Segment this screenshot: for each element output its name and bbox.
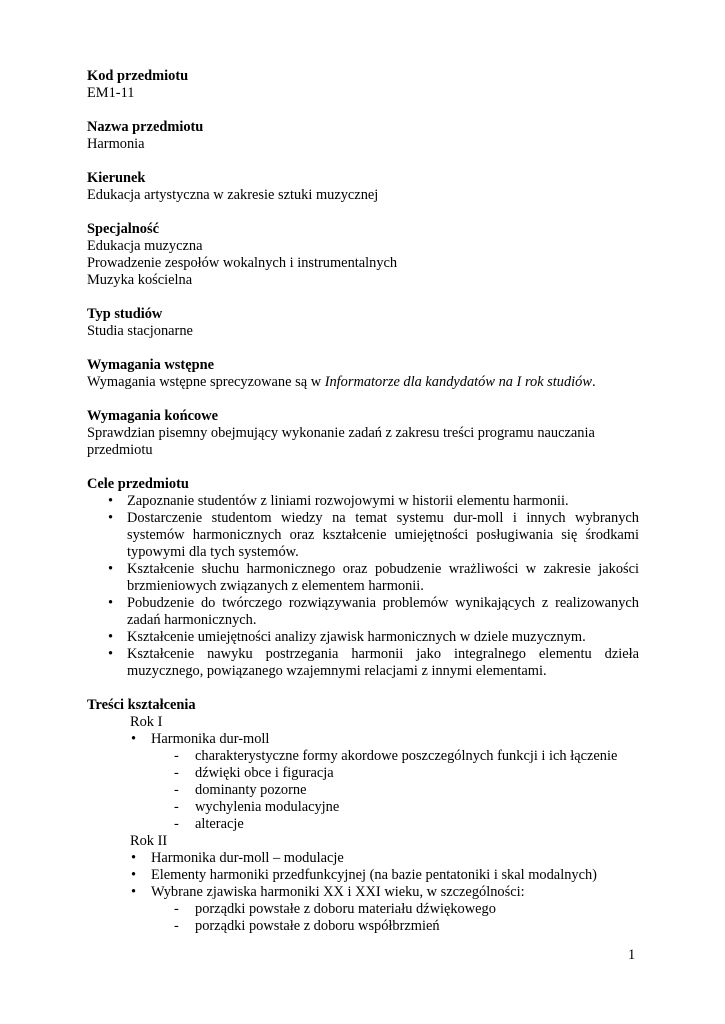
sub-item: - dźwięki obce i figuracja [87,765,639,782]
heading-kierunek: Kierunek [87,170,146,186]
section-typ [87,306,639,340]
list-item: • Harmonika dur-moll [87,731,639,748]
rok-1-label: Rok I [130,714,163,730]
list-item: • Pobudzenie do twórczego rozwiązywania problemów wynikających z realizowanych zadań harmonicznych. [87,595,639,629]
list-item: • Kształcenie słuchu harmonicznego oraz pobudzenie wrażliwości w zakresie jakości brzmieniowych związanych z elementem harmonii. [87,561,639,595]
value-wymagania-koncowe: Sprawdzian pisemny obejmujący wykonanie zadań z zakresu treści programu nauczania przedmiotu [87,425,595,458]
value-kierunek: Edukacja artystyczna w zakresie sztuki muzycznej [87,187,379,203]
specjalnosc-item: Muzyka kościelna [87,272,193,288]
section-wymagania-wstepne [87,357,639,391]
heading-cele: Cele przedmiotu [87,476,189,492]
document-page [87,68,639,935]
value-nazwa: Harmonia [87,136,145,152]
list-item: • Zapoznanie studentów z liniami rozwojowymi w historii elementu harmonii. [87,493,639,510]
page-number: 1 [628,947,636,963]
rok-2-list [87,850,639,901]
text-after: . [591,374,596,390]
sub-item: - charakterystyczne formy akordowe poszczególnych funkcji i ich łączenie [87,748,639,765]
sub-item: - alteracje [87,816,639,833]
section-specjalnosc [87,221,639,289]
section-kod [87,68,639,102]
list-item: • Dostarczenie studentom wiedzy na temat systemu dur-moll i innych wybranych systemów harmonicznych oraz kształcenie umiejętności posługiwania się środkami typowymi dla tych systemów. [87,510,639,561]
section-nazwa [87,119,639,153]
heading-tresci: Treści kształcenia [87,697,196,713]
value-typ: Studia stacjonarne [87,323,193,339]
sub-item: - porządki powstałe z doboru materiału dźwiękowego [87,901,639,918]
value-kod: EM1-11 [87,85,135,101]
section-wymagania-koncowe [87,408,639,459]
rok-2-sublist [87,901,639,935]
sub-item: - dominanty pozorne [87,782,639,799]
sub-item: - wychylenia modulacyjne [87,799,639,816]
rok-1-list [87,731,639,748]
heading-typ: Typ studiów [87,306,163,322]
heading-specjalnosc: Specjalność [87,221,159,237]
text-before: Wymagania wstępne sprecyzowane są w [87,374,325,390]
rok-2-label: Rok II [130,833,168,849]
list-item: • Kształcenie nawyku postrzegania harmonii jako integralnego elementu dzieła muzycznego, powiązanego wzajemnymi relacjami z innymi elementami. [87,646,639,680]
list-item: • Kształcenie umiejętności analizy zjawisk harmonicznych w dziele muzycznym. [87,629,639,646]
cele-list [87,493,639,680]
sub-item: - porządki powstałe z doboru współbrzmień [87,918,639,935]
italic-reference: Informatorze dla kandydatów na I rok studiów [324,374,592,390]
heading-wymagania-wstepne: Wymagania wstępne [87,357,214,373]
list-item: • Wybrane zjawiska harmoniki XX i XXI wieku, w szczególności: [87,884,639,901]
list-item: • Elementy harmoniki przedfunkcyjnej (na bazie pentatoniki i skal modalnych) [87,867,639,884]
specjalnosc-item: Edukacja muzyczna [87,238,203,254]
value-wymagania-wstepne [87,374,639,391]
rok-1-sublist [87,748,639,833]
section-kierunek [87,170,639,204]
heading-kod: Kod przedmiotu [87,68,189,84]
heading-wymagania-koncowe: Wymagania końcowe [87,408,218,424]
specjalnosc-item: Prowadzenie zespołów wokalnych i instrumentalnych [87,255,398,271]
section-cele [87,476,639,680]
section-tresci [87,697,639,935]
heading-nazwa: Nazwa przedmiotu [87,119,204,135]
list-item: • Harmonika dur-moll – modulacje [87,850,639,867]
